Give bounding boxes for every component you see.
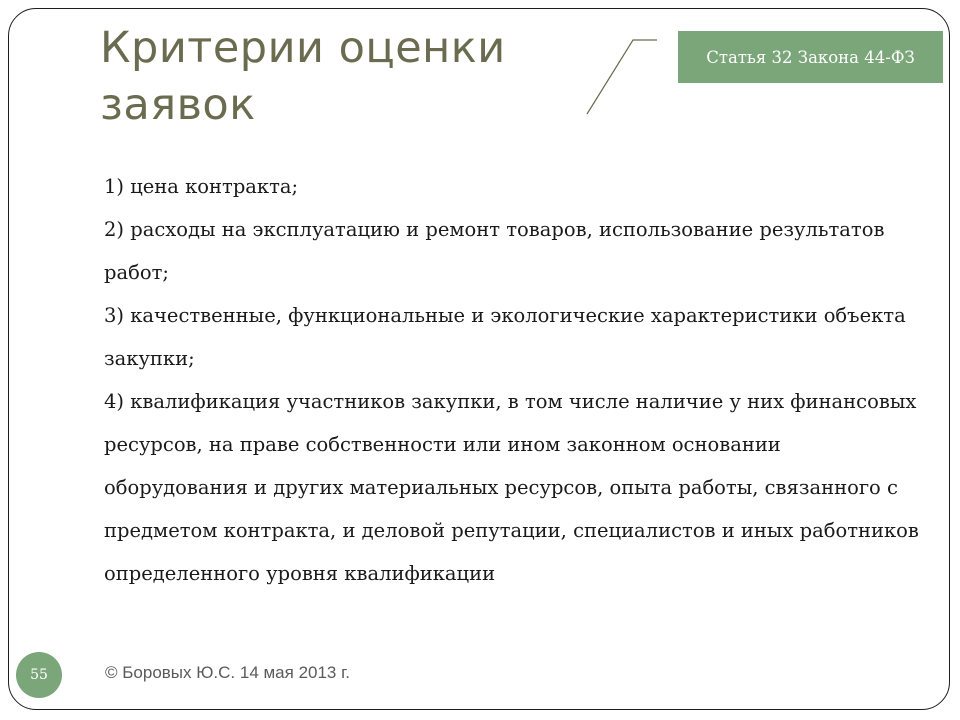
law-reference-callout: Статья 32 Закона 44-ФЗ xyxy=(678,31,943,83)
slide-title-line-2: заявок xyxy=(100,80,256,130)
criteria-item-1: 1) цена контракта; xyxy=(104,175,299,198)
criteria-item-3: 3) качественные, функциональные и экологические характеристики объекта закупки; xyxy=(104,304,906,370)
slide-title xyxy=(100,20,560,134)
slide-title-line-1: Критерии оценки xyxy=(100,23,506,73)
slide-number-badge: 55 xyxy=(16,652,62,698)
criteria-item-2: 2) расходы на эксплуатацию и ремонт товаров, использование результатов работ; xyxy=(104,218,885,284)
criteria-item-4: 4) квалификация участников закупки, в том числе наличие у них финансовых ресурсов, на праве собственности или ином законном основании оборудования и других материальных ресурсов, опыта работы, связанного с предметом контракта, и деловой репутации, специалистов и иных работников определенного уровня квалификации xyxy=(104,390,919,585)
footer-copyright: © Боровых Ю.С. 14 мая 2013 г. xyxy=(105,663,350,682)
criteria-list xyxy=(104,165,924,595)
